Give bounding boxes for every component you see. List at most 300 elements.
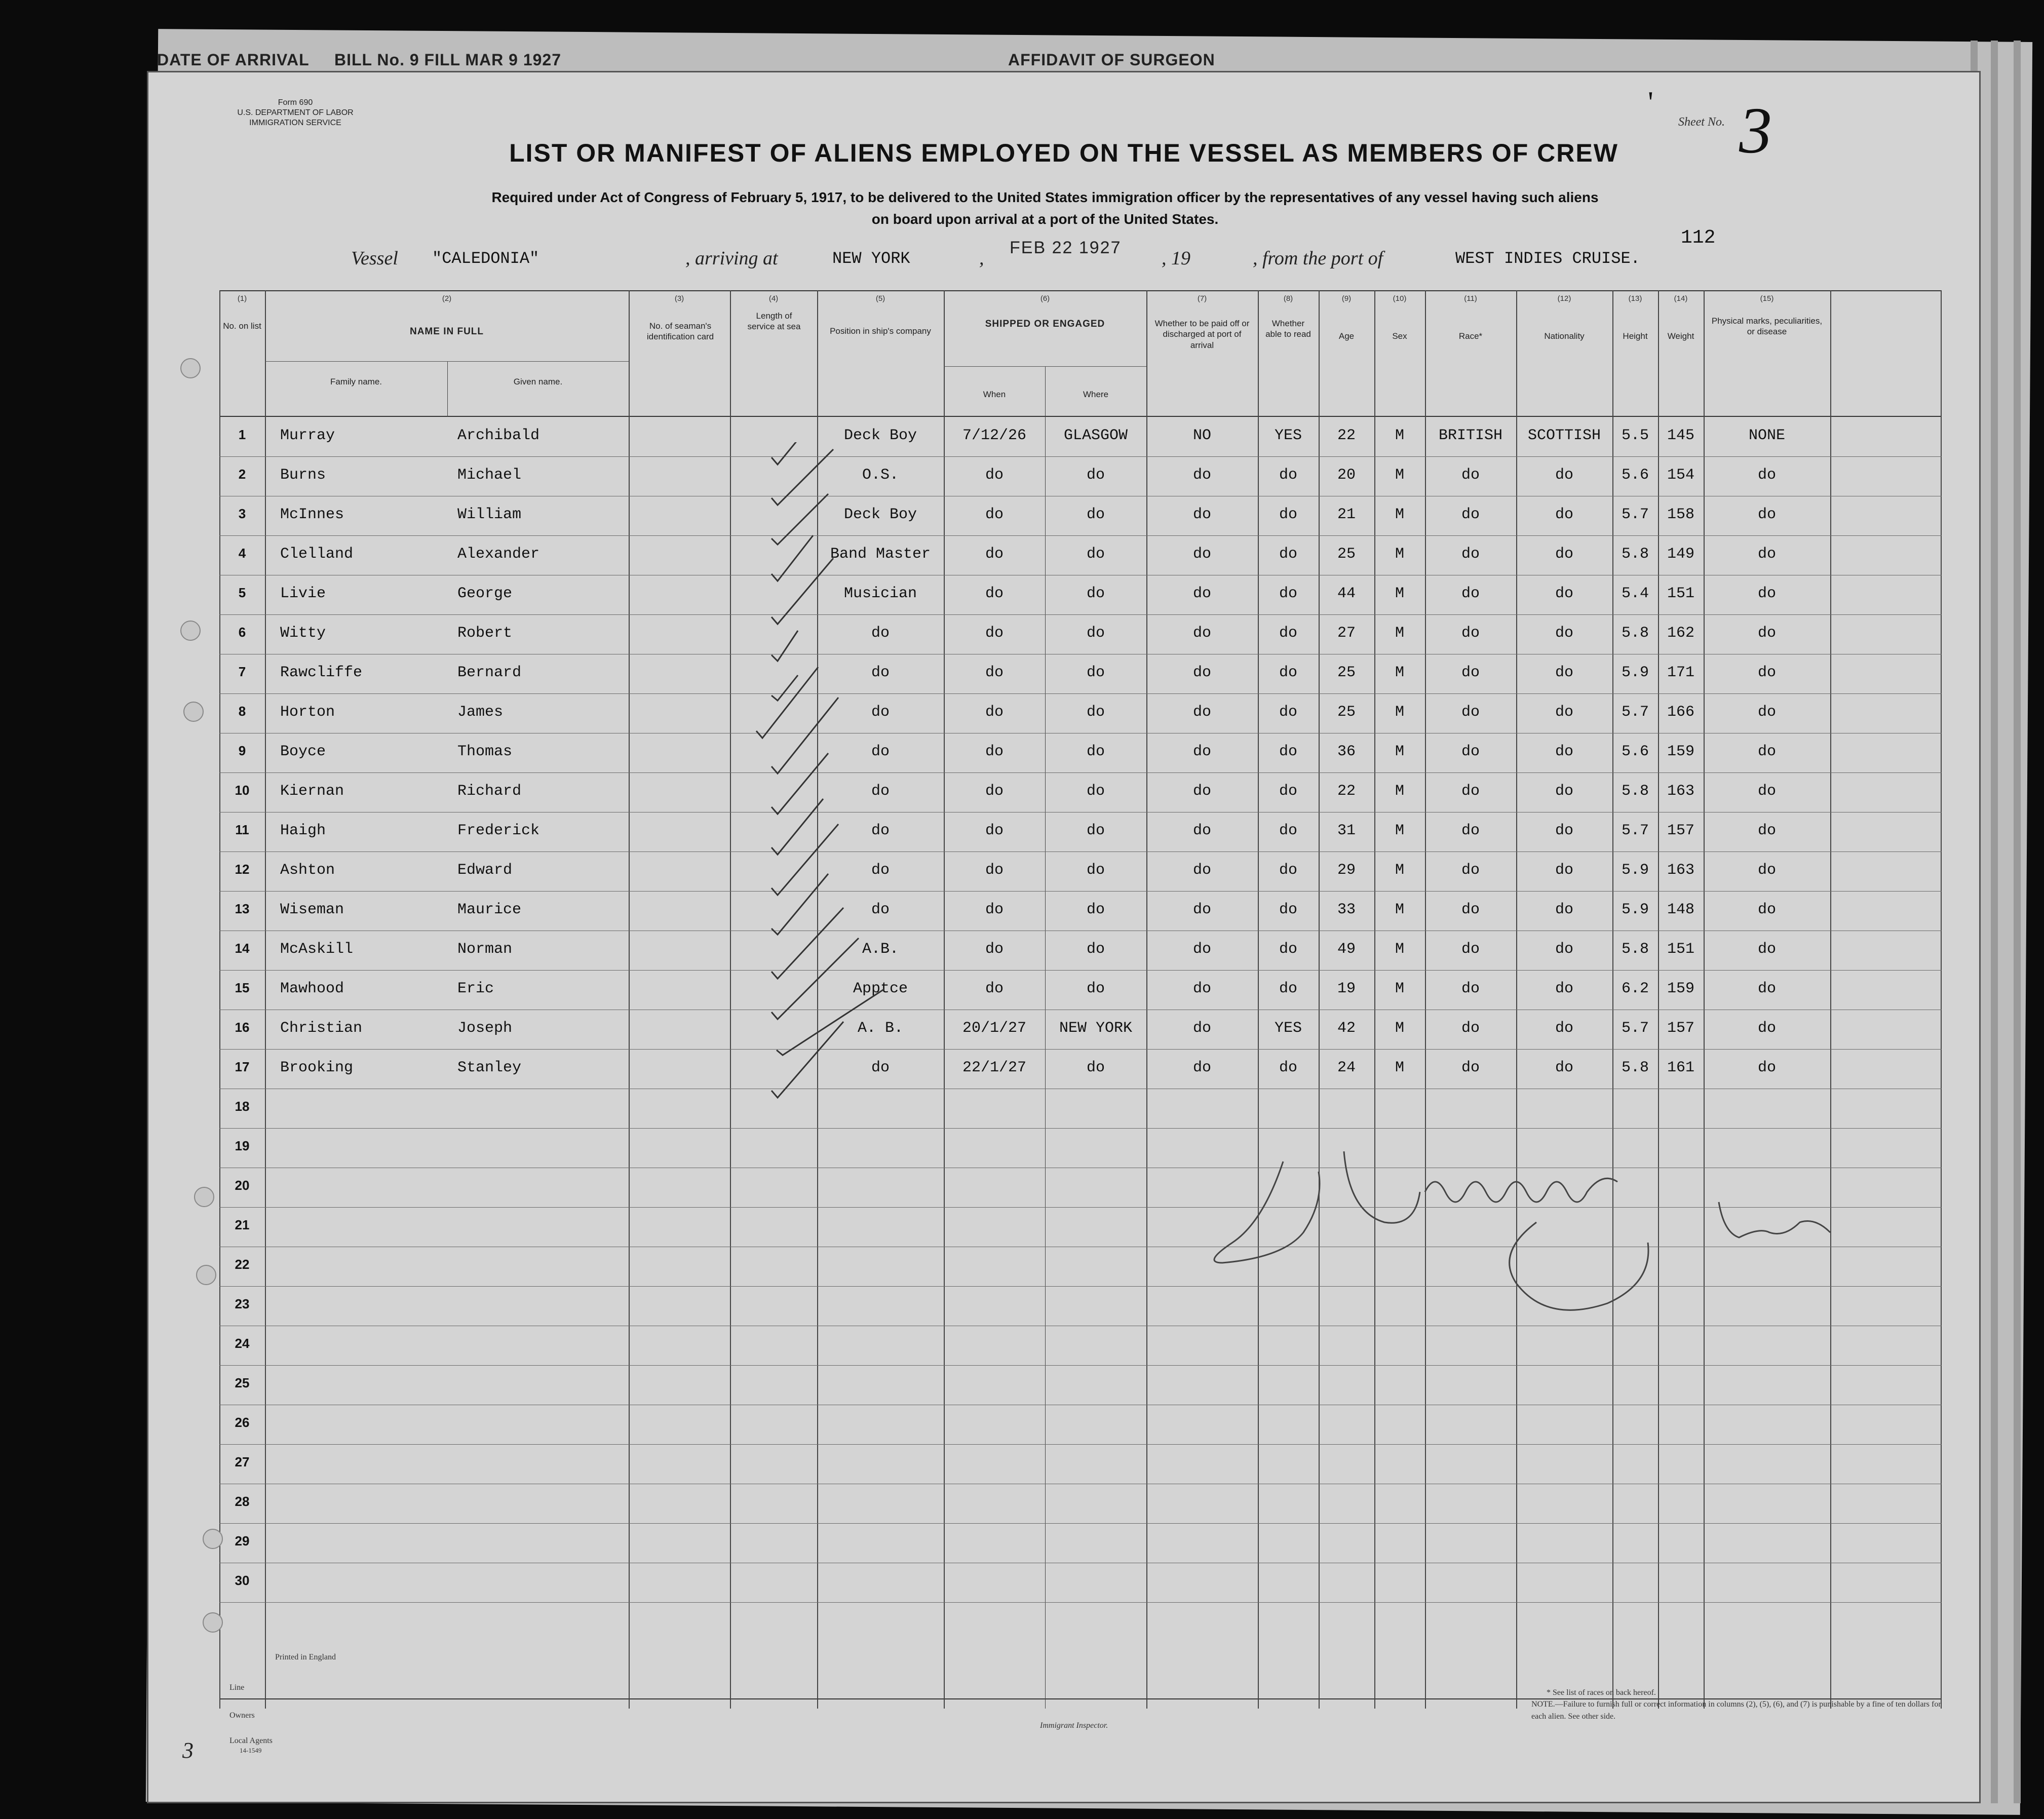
- weight-cell: 145: [1667, 427, 1694, 444]
- able-to-read-cell: YES: [1274, 1020, 1302, 1037]
- family-name-cell: Wiseman: [280, 901, 344, 918]
- age-cell: 20: [1337, 467, 1356, 484]
- col-number-1: (1): [237, 294, 247, 303]
- service-name: IMMIGRATION SERVICE: [249, 119, 341, 127]
- col-number-12: (12): [1557, 294, 1571, 303]
- arrival-date-stamp: FEB 22 1927: [1010, 238, 1122, 257]
- race-cell: do: [1461, 862, 1480, 879]
- arriving-label: , arriving at: [685, 248, 778, 269]
- family-name-cell: Ashton: [280, 862, 335, 879]
- given-name-cell: Bernard: [457, 664, 522, 681]
- sheet-label: Sheet No.: [1678, 115, 1725, 129]
- row-number: 6: [238, 625, 246, 640]
- shipped-when-cell: do: [985, 783, 1004, 800]
- check-marks: [751, 442, 964, 1405]
- paid-off-cell: do: [1192, 467, 1211, 484]
- shipped-when-cell: 7/12/26: [962, 427, 1027, 444]
- from-port-label: , from the port of: [1253, 248, 1383, 269]
- shipped-where-cell: do: [1086, 822, 1105, 839]
- family-name-cell: Murray: [280, 427, 335, 444]
- given-name-cell: Edward: [457, 862, 513, 879]
- physical-marks-cell: do: [1757, 980, 1776, 997]
- punch-hole: [203, 1612, 223, 1633]
- physical-marks-cell: do: [1757, 1020, 1776, 1037]
- paid-off-cell: NO: [1192, 427, 1211, 444]
- weight-cell: 171: [1667, 664, 1694, 681]
- age-cell: 33: [1337, 901, 1356, 918]
- col-number-10: (10): [1393, 294, 1407, 303]
- physical-marks-cell: do: [1757, 546, 1776, 563]
- height-cell: 5.8: [1621, 783, 1649, 800]
- punch-hole: [196, 1265, 216, 1285]
- nationality-cell: do: [1555, 862, 1573, 879]
- nationality-cell: do: [1555, 506, 1573, 523]
- family-name-cell: Boyce: [280, 743, 326, 760]
- family-name-cell: Burns: [280, 467, 326, 484]
- physical-marks-cell: do: [1757, 862, 1776, 879]
- header-weight: Weight: [1667, 331, 1694, 341]
- date-comma: ,: [979, 248, 984, 269]
- height-cell: 6.2: [1621, 980, 1649, 997]
- header-shipped-engaged: SHIPPED OR ENGAGED: [985, 319, 1105, 329]
- subtitle-line-2: on board upon arrival at a port of the United States.: [871, 211, 1219, 227]
- sex-cell: M: [1395, 1020, 1404, 1037]
- physical-marks-cell: do: [1757, 506, 1776, 523]
- row-number: 30: [235, 1573, 250, 1588]
- position-cell: do: [871, 901, 890, 918]
- race-cell: do: [1461, 743, 1480, 760]
- shipped-when-cell: do: [985, 546, 1004, 563]
- row-number: 14: [235, 941, 250, 956]
- row-number: 29: [235, 1533, 250, 1549]
- shipped-where-cell: GLASGOW: [1063, 427, 1128, 444]
- nationality-cell: do: [1555, 743, 1573, 760]
- given-name-cell: Alexander: [457, 546, 540, 563]
- weight-cell: 157: [1667, 822, 1694, 839]
- paid-off-cell: do: [1192, 585, 1211, 602]
- given-name-cell: Michael: [457, 467, 522, 484]
- sex-cell: M: [1395, 901, 1404, 918]
- race-cell: do: [1461, 506, 1480, 523]
- height-cell: 5.5: [1621, 427, 1649, 444]
- height-cell: 5.8: [1621, 625, 1649, 642]
- race-cell: do: [1461, 467, 1480, 484]
- race-cell: do: [1461, 625, 1480, 642]
- height-cell: 5.8: [1621, 1059, 1649, 1076]
- header-height: Height: [1623, 331, 1648, 341]
- height-cell: 5.9: [1621, 862, 1649, 879]
- paid-off-cell: do: [1192, 743, 1211, 760]
- position-cell: O.S.: [862, 467, 899, 484]
- footer-local-agents-label: Local Agents: [229, 1736, 273, 1745]
- height-cell: 5.8: [1621, 546, 1649, 563]
- able-to-read-cell: do: [1279, 901, 1297, 918]
- family-name-cell: Rawcliffe: [280, 664, 363, 681]
- sex-cell: M: [1395, 822, 1404, 839]
- race-note: * See list of races on back hereof.: [1547, 1688, 1656, 1697]
- col-number-11: (11): [1464, 294, 1477, 303]
- shipped-where-cell: do: [1086, 704, 1105, 721]
- family-name-cell: Horton: [280, 704, 335, 721]
- height-cell: 5.7: [1621, 506, 1649, 523]
- department-name: U.S. DEPARTMENT OF LABOR: [237, 108, 354, 117]
- shipped-when-cell: do: [985, 862, 1004, 879]
- position-cell: Apptce: [853, 980, 908, 997]
- given-name-cell: Richard: [457, 783, 522, 800]
- underlying-date-label: DATE OF ARRIVAL: [157, 51, 310, 69]
- row-number: 9: [238, 743, 246, 758]
- header-name-in-full: NAME IN FULL: [409, 326, 484, 337]
- sex-cell: M: [1395, 980, 1404, 997]
- col-number-6: (6): [1040, 294, 1050, 303]
- shipped-where-cell: do: [1086, 506, 1105, 523]
- sex-cell: M: [1395, 546, 1404, 563]
- paid-off-cell: do: [1192, 1059, 1211, 1076]
- row-number: 23: [235, 1296, 250, 1311]
- race-cell: do: [1461, 546, 1480, 563]
- shipped-when-cell: do: [985, 664, 1004, 681]
- shipped-when-cell: do: [985, 980, 1004, 997]
- corner-number: 112: [1681, 227, 1716, 249]
- punch-hole: [180, 621, 201, 641]
- able-to-read-cell: do: [1279, 862, 1297, 879]
- race-cell: do: [1461, 901, 1480, 918]
- age-cell: 25: [1337, 664, 1356, 681]
- able-to-read-cell: do: [1279, 941, 1297, 958]
- height-cell: 5.9: [1621, 901, 1649, 918]
- family-name-cell: Clelland: [280, 546, 354, 563]
- sex-cell: M: [1395, 1059, 1404, 1076]
- age-cell: 36: [1337, 743, 1356, 760]
- header-physical-marks: Physical marks, peculiarities, or disease: [1711, 316, 1823, 337]
- given-name-cell: Stanley: [457, 1059, 522, 1076]
- paid-off-cell: do: [1192, 980, 1211, 997]
- weight-cell: 158: [1667, 506, 1694, 523]
- shipped-where-cell: do: [1086, 743, 1105, 760]
- given-name-cell: William: [457, 506, 522, 523]
- physical-marks-cell: do: [1757, 1059, 1776, 1076]
- penalty-note: NOTE.—Failure to furnish full or correct information in columns (2), (5), (6), and (7) is punishable by a fine of ten dollars for each alien. See other side.: [1531, 1700, 1941, 1721]
- shipped-where-cell: do: [1086, 546, 1105, 563]
- inspector-signature: [1212, 1131, 1921, 1334]
- weight-cell: 163: [1667, 783, 1694, 800]
- punch-hole: [203, 1529, 223, 1549]
- race-cell: do: [1461, 783, 1480, 800]
- vessel-name: "CALEDONIA": [432, 249, 539, 268]
- position-cell: do: [871, 822, 890, 839]
- header-family-name: Family name.: [330, 377, 382, 386]
- height-cell: 5.4: [1621, 585, 1649, 602]
- header-no-on-list: No. on list: [223, 321, 261, 331]
- paid-off-cell: do: [1192, 546, 1211, 563]
- age-cell: 31: [1337, 822, 1356, 839]
- age-cell: 25: [1337, 704, 1356, 721]
- shipped-where-cell: do: [1086, 980, 1105, 997]
- subtitle-line-1: Required under Act of Congress of February 5, 1917, to be delivered to the United States immigration officer by the representatives of any vessel having such aliens: [491, 189, 1599, 205]
- position-cell: do: [871, 664, 890, 681]
- race-cell: do: [1461, 664, 1480, 681]
- footer-form-code: 14-1549: [240, 1747, 262, 1754]
- row-number: 13: [235, 901, 250, 916]
- family-name-cell: Livie: [280, 585, 326, 602]
- weight-cell: 154: [1667, 467, 1694, 484]
- given-name-cell: George: [457, 585, 513, 602]
- position-cell: do: [871, 1059, 890, 1076]
- shipped-when-cell: do: [985, 506, 1004, 523]
- sex-cell: M: [1395, 506, 1404, 523]
- physical-marks-cell: do: [1757, 625, 1776, 642]
- able-to-read-cell: do: [1279, 506, 1297, 523]
- manifest-title: LIST OR MANIFEST OF ALIENS EMPLOYED ON THE VESSEL AS MEMBERS OF CREW: [509, 139, 1618, 167]
- race-cell: do: [1461, 704, 1480, 721]
- sex-cell: M: [1395, 783, 1404, 800]
- paid-off-cell: do: [1192, 704, 1211, 721]
- shipped-where-cell: do: [1086, 664, 1105, 681]
- position-cell: do: [871, 743, 890, 760]
- age-cell: 19: [1337, 980, 1356, 997]
- shipped-when-cell: do: [985, 822, 1004, 839]
- height-cell: 5.7: [1621, 822, 1649, 839]
- row-number: 11: [235, 822, 249, 837]
- tick-mark: ': [1648, 86, 1653, 119]
- paid-off-cell: do: [1192, 1020, 1211, 1037]
- able-to-read-cell: do: [1279, 625, 1297, 642]
- sex-cell: M: [1395, 664, 1404, 681]
- physical-marks-cell: do: [1757, 743, 1776, 760]
- shipped-where-cell: do: [1086, 467, 1105, 484]
- nationality-cell: do: [1555, 783, 1573, 800]
- height-cell: 5.6: [1621, 743, 1649, 760]
- shipped-when-cell: 22/1/27: [962, 1059, 1027, 1076]
- nationality-cell: do: [1555, 901, 1573, 918]
- row-number: 5: [238, 585, 246, 600]
- height-cell: 5.7: [1621, 704, 1649, 721]
- race-cell: do: [1461, 822, 1480, 839]
- age-cell: 21: [1337, 506, 1356, 523]
- paid-off-cell: do: [1192, 664, 1211, 681]
- col-number-9: (9): [1341, 294, 1352, 303]
- given-name-cell: Thomas: [457, 743, 513, 760]
- arriving-port: NEW YORK: [832, 249, 910, 268]
- nationality-cell: do: [1555, 1059, 1573, 1076]
- shipped-where-cell: do: [1086, 625, 1105, 642]
- sex-cell: M: [1395, 862, 1404, 879]
- able-to-read-cell: do: [1279, 743, 1297, 760]
- punch-hole: [180, 358, 201, 378]
- given-name-cell: Joseph: [457, 1020, 513, 1037]
- physical-marks-cell: do: [1757, 941, 1776, 958]
- paid-off-cell: do: [1192, 783, 1211, 800]
- row-number: 16: [235, 1020, 250, 1035]
- manifest-subtitle: [361, 186, 1729, 230]
- family-name-cell: Mawhood: [280, 980, 344, 997]
- row-number: 27: [235, 1454, 250, 1469]
- weight-cell: 157: [1667, 1020, 1694, 1037]
- sex-cell: M: [1395, 427, 1404, 444]
- race-cell: do: [1461, 1020, 1480, 1037]
- col-number-3: (3): [674, 294, 684, 303]
- row-number: 15: [235, 980, 250, 995]
- shipped-when-cell: do: [985, 901, 1004, 918]
- col-number-5: (5): [875, 294, 885, 303]
- given-name-cell: James: [457, 704, 504, 721]
- age-cell: 42: [1337, 1020, 1356, 1037]
- nationality-cell: do: [1555, 1020, 1573, 1037]
- row-number: 22: [235, 1257, 250, 1272]
- row-number: 3: [238, 506, 246, 521]
- header-position: Position in ship's company: [830, 326, 931, 336]
- row-number: 17: [235, 1059, 250, 1074]
- weight-cell: 159: [1667, 980, 1694, 997]
- family-name-cell: Haigh: [280, 822, 326, 839]
- paid-off-cell: do: [1192, 625, 1211, 642]
- sex-cell: M: [1395, 941, 1404, 958]
- shipped-when-cell: do: [985, 585, 1004, 602]
- row-number: 25: [235, 1375, 250, 1390]
- row-number: 1: [238, 427, 246, 442]
- footer-line-label: Line: [229, 1683, 245, 1692]
- height-cell: 5.7: [1621, 1020, 1649, 1037]
- sex-cell: M: [1395, 585, 1404, 602]
- header-age: Age: [1338, 331, 1355, 341]
- height-cell: 5.8: [1621, 941, 1649, 958]
- age-cell: 24: [1337, 1059, 1356, 1076]
- vessel-label: Vessel: [351, 248, 398, 269]
- age-cell: 22: [1337, 427, 1356, 444]
- weight-cell: 151: [1667, 585, 1694, 602]
- nationality-cell: SCOTTISH: [1527, 427, 1601, 444]
- able-to-read-cell: do: [1279, 1059, 1297, 1076]
- from-port: WEST INDIES CRUISE.: [1455, 249, 1640, 268]
- given-name-cell: Frederick: [457, 822, 540, 839]
- form-id-block: [219, 98, 371, 128]
- physical-marks-cell: do: [1757, 664, 1776, 681]
- weight-cell: 159: [1667, 743, 1694, 760]
- height-cell: 5.9: [1621, 664, 1649, 681]
- given-name-cell: Archibald: [457, 427, 540, 444]
- physical-marks-cell: do: [1757, 783, 1776, 800]
- height-cell: 5.6: [1621, 467, 1649, 484]
- sex-cell: M: [1395, 704, 1404, 721]
- race-cell: do: [1461, 585, 1480, 602]
- shipped-when-cell: do: [985, 941, 1004, 958]
- underlying-affidavit-label: AFFIDAVIT OF SURGEON: [1008, 51, 1215, 69]
- weight-cell: 149: [1667, 546, 1694, 563]
- sex-cell: M: [1395, 743, 1404, 760]
- col-number-14: (14): [1674, 294, 1688, 303]
- able-to-read-cell: do: [1279, 664, 1297, 681]
- nationality-cell: do: [1555, 467, 1573, 484]
- shipped-where-cell: do: [1086, 1059, 1105, 1076]
- able-to-read-cell: do: [1279, 546, 1297, 563]
- weight-cell: 163: [1667, 862, 1694, 879]
- row-number: 19: [235, 1138, 250, 1153]
- header-given-name: Given name.: [513, 377, 563, 386]
- position-cell: A.B.: [862, 941, 899, 958]
- position-cell: Band Master: [830, 546, 931, 563]
- family-name-cell: Witty: [280, 625, 326, 642]
- nationality-cell: do: [1555, 585, 1573, 602]
- position-cell: do: [871, 704, 890, 721]
- manifest-sheet: [147, 71, 1981, 1803]
- row-number: 10: [235, 783, 250, 798]
- year-label: , 19: [1162, 248, 1190, 269]
- nationality-cell: do: [1555, 546, 1573, 563]
- age-cell: 29: [1337, 862, 1356, 879]
- row-number: 7: [238, 664, 246, 679]
- col-number-15: (15): [1760, 294, 1774, 303]
- able-to-read-cell: do: [1279, 585, 1297, 602]
- race-cell: do: [1461, 980, 1480, 997]
- paid-off-cell: do: [1192, 822, 1211, 839]
- able-to-read-cell: do: [1279, 822, 1297, 839]
- row-number: 4: [238, 546, 246, 561]
- able-to-read-cell: do: [1279, 783, 1297, 800]
- family-name-cell: Kiernan: [280, 783, 344, 800]
- punch-hole: [194, 1187, 214, 1207]
- form-number: Form 690: [278, 98, 313, 107]
- physical-marks-cell: do: [1757, 822, 1776, 839]
- header-when: When: [983, 390, 1006, 399]
- bottom-page-mark: 3: [182, 1738, 194, 1763]
- shipped-when-cell: do: [985, 467, 1004, 484]
- header-able-to-read: Whether able to read: [1265, 319, 1311, 339]
- col-number-4: (4): [768, 294, 779, 303]
- weight-cell: 151: [1667, 941, 1694, 958]
- position-cell: do: [871, 625, 890, 642]
- row-number: 28: [235, 1494, 250, 1509]
- paid-off-cell: do: [1192, 862, 1211, 879]
- nationality-cell: do: [1555, 941, 1573, 958]
- given-name-cell: Robert: [457, 625, 513, 642]
- nationality-cell: do: [1555, 704, 1573, 721]
- shipped-when-cell: do: [985, 743, 1004, 760]
- position-cell: A. B.: [857, 1020, 903, 1037]
- col-number-8: (8): [1283, 294, 1293, 303]
- position-cell: Musician: [843, 585, 917, 602]
- sex-cell: M: [1395, 625, 1404, 642]
- shipped-where-cell: do: [1086, 862, 1105, 879]
- position-cell: do: [871, 862, 890, 879]
- footer-owners-label: Owners: [229, 1711, 255, 1720]
- header-nationality: Nationality: [1544, 331, 1585, 341]
- able-to-read-cell: do: [1279, 467, 1297, 484]
- header-sex: Sex: [1392, 331, 1407, 341]
- given-name-cell: Maurice: [457, 901, 522, 918]
- sheet-number: 3: [1739, 94, 1772, 167]
- age-cell: 49: [1337, 941, 1356, 958]
- row-number: 8: [238, 704, 246, 719]
- printed-in-england: Printed in England: [275, 1653, 336, 1661]
- punch-hole: [183, 702, 204, 722]
- nationality-cell: do: [1555, 980, 1573, 997]
- given-name-cell: Norman: [457, 941, 513, 958]
- family-name-cell: McInnes: [280, 506, 344, 523]
- age-cell: 25: [1337, 546, 1356, 563]
- paid-off-cell: do: [1192, 506, 1211, 523]
- race-cell: BRITISH: [1438, 427, 1503, 444]
- weight-cell: 162: [1667, 625, 1694, 642]
- immigrant-inspector-label: Immigrant Inspector.: [1040, 1721, 1108, 1730]
- row-number: 12: [235, 862, 250, 877]
- shipped-when-cell: do: [985, 704, 1004, 721]
- physical-marks-cell: do: [1757, 467, 1776, 484]
- row-number: 24: [235, 1336, 250, 1351]
- family-name-cell: McAskill: [280, 941, 354, 958]
- sex-cell: M: [1395, 467, 1404, 484]
- weight-cell: 166: [1667, 704, 1694, 721]
- header-length-service: Length of service at sea: [747, 311, 801, 332]
